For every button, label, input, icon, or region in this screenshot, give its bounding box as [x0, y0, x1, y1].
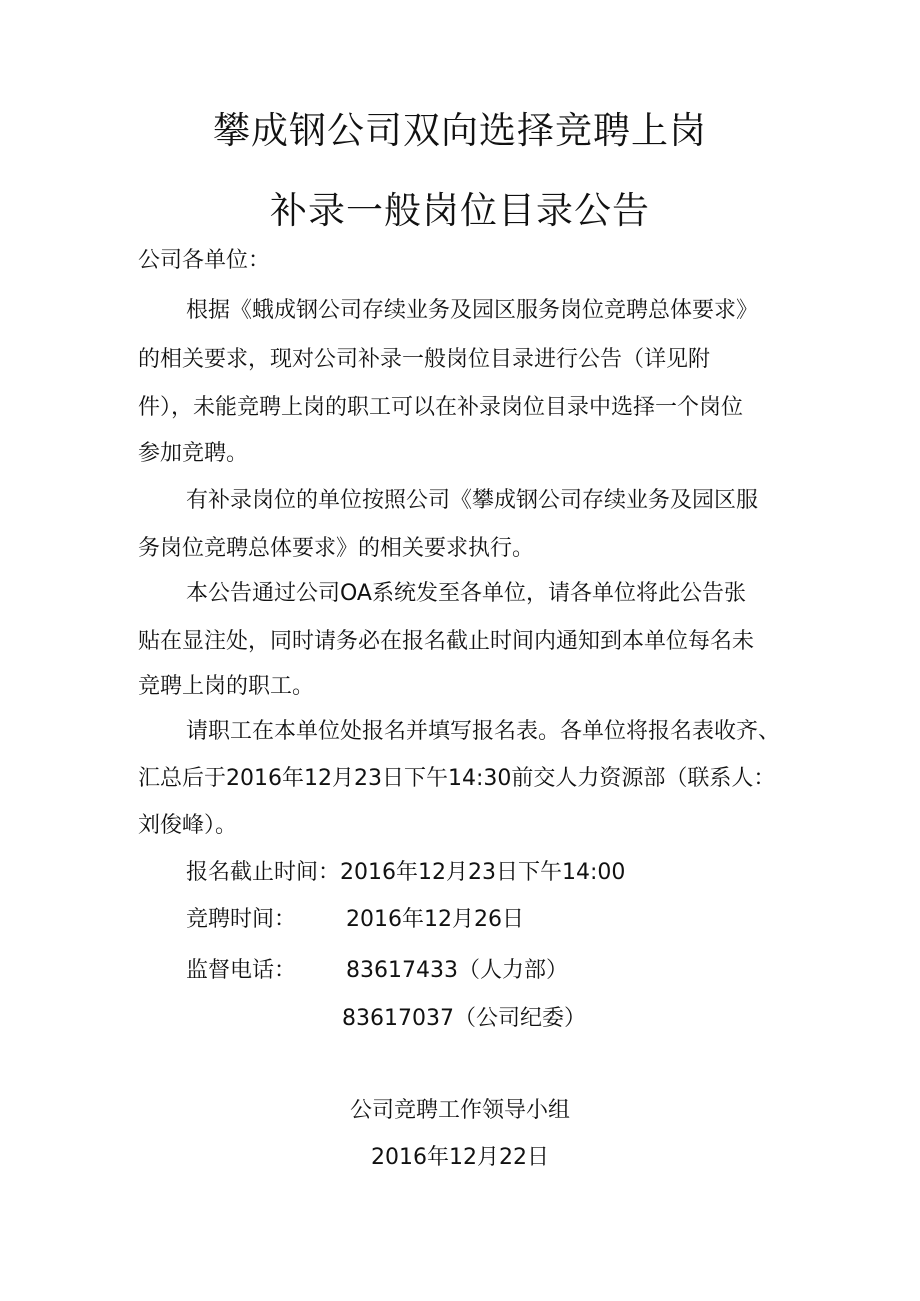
supervision-phone-label: 监督电话：: [186, 958, 297, 983]
para1-line-4: 参加竞聘。: [138, 441, 249, 466]
para1-line-2: 的相关要求，现对公司补录一般岗位目录进行公告（详见附: [138, 347, 711, 372]
para1-line-3: 件），未能竞聘上岗的职工可以在补录岗位目录中选择一个岗位: [138, 395, 744, 420]
deadline-line: 报名截止时间：2016年12月23日下午14:00: [186, 860, 626, 885]
signature-date: 2016年12月22日: [371, 1145, 549, 1170]
title-line-1: 攀成钢公司双向选择竞聘上岗: [213, 109, 707, 152]
para3-line-1: 本公告通过公司OA系统发至各单位，请各单位将此公告张: [186, 581, 746, 606]
competition-time-value: 2016年12月26日: [346, 907, 524, 932]
competition-time-row: [186, 906, 524, 934]
para4-line-2: 汇总后于2016年12月23日下午14:30前交人力资源部（联系人：: [138, 766, 776, 791]
para4-line-3: 刘俊峰）。: [138, 813, 238, 838]
competition-time-label: 竞聘时间：: [186, 907, 297, 932]
title-line-2: 补录一般岗位目录公告: [270, 189, 650, 232]
supervision-phone-row: [186, 957, 568, 985]
para3-line-3: 竞聘上岗的职工。: [138, 674, 315, 699]
para3-line-2: 贴在显注处，同时请务必在报名截止时间内通知到本单位每名未: [138, 629, 755, 654]
supervision-phone-1: 83617433（人力部）: [346, 958, 568, 983]
salutation: 公司各单位：: [138, 248, 271, 273]
signature-org: 公司竞聘工作领导小组: [349, 1098, 570, 1123]
para1-line-1: 根据《蛾成钢公司存续业务及园区服务岗位竞聘总体要求》: [186, 298, 759, 323]
para2-line-2: 务岗位竞聘总体要求》的相关要求执行。: [138, 536, 535, 561]
para4-line-1: 请职工在本单位处报名并填写报名表。各单位将报名表收齐、: [186, 719, 781, 744]
supervision-phone-2: 83617037（公司纪委）: [342, 1006, 586, 1031]
para2-line-1: 有补录岗位的单位按照公司《攀成钢公司存续业务及园区服: [186, 488, 759, 513]
